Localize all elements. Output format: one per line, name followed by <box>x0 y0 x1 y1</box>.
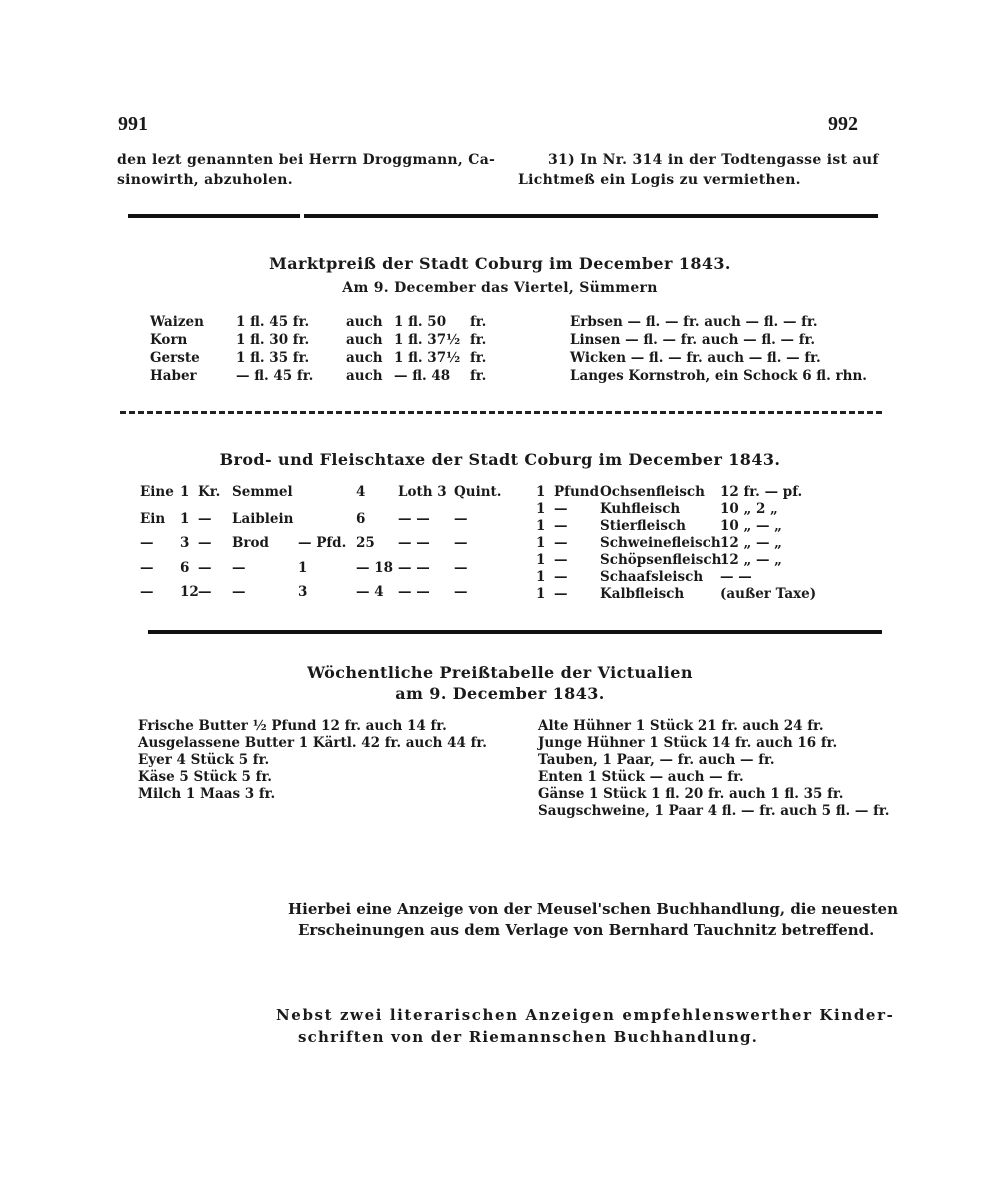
row-text: Eyer 4 Stück 5 fr. <box>138 752 270 768</box>
cell: 1 <box>536 569 546 585</box>
marktpreis-right-row <box>570 314 818 330</box>
fleisch-row <box>536 518 782 534</box>
marktpreis-subtitle: Am 9. December das Viertel, Sümmern <box>342 280 658 296</box>
cell: 6 <box>356 511 366 527</box>
cell: Ein <box>140 511 166 527</box>
cell: Laiblein <box>232 511 294 527</box>
row-text: Langes Kornstroh, ein Schock 6 fl. rhn. <box>570 368 867 384</box>
price-low: 1 fl. 45 fr. <box>236 314 310 330</box>
cell: 1 <box>298 560 308 576</box>
row-text: Tauben, 1 Paar, — fr. auch — fr. <box>538 752 775 768</box>
cell: — <box>454 511 468 527</box>
cell: — <box>554 535 568 551</box>
price-low: 1 fl. 35 fr. <box>236 350 310 366</box>
cell: — 4 <box>356 584 384 600</box>
cell: (außer Taxe) <box>720 586 817 602</box>
row-text: Ausgelassene Butter 1 Kärtl. 42 fr. auch 44 fr. <box>138 735 487 751</box>
notice-meusel-line-1: Hierbei eine Anzeige von der Meusel'schen Buchhandlung, die neuesten <box>288 900 898 918</box>
cell: 6 <box>180 560 190 576</box>
grain-name: Gerste <box>150 350 200 366</box>
row-text: Enten 1 Stück — auch — fr. <box>538 769 744 785</box>
cell: 25 <box>356 535 375 551</box>
marktpreis-row-waizen <box>150 314 486 330</box>
cell: — <box>454 535 468 551</box>
marktpreis-title: Marktpreiß der Stadt Coburg im December 1843. <box>269 254 731 273</box>
cell: Stierfleisch <box>600 518 686 534</box>
auch: auch <box>346 368 383 384</box>
cell: 1 <box>536 501 546 517</box>
notice-riemann-line-1: Nebst zwei literarischen Anzeigen empfehlenswerther Kinder- <box>276 1006 895 1024</box>
cell: — <box>554 518 568 534</box>
row-text: Alte Hühner 1 Stück 21 fr. auch 24 fr. <box>538 718 824 734</box>
cell: 10 „ — „ <box>720 518 782 534</box>
price-high: 1 fl. 37½ <box>394 332 461 348</box>
fleisch-row <box>536 586 816 602</box>
cell: Semmel <box>232 484 293 500</box>
price-low: 1 fl. 30 fr. <box>236 332 310 348</box>
cell: — Pfd. <box>298 535 347 551</box>
cell: Schöpsenfleisch <box>600 552 722 568</box>
marktpreis-row-korn <box>150 332 486 348</box>
dashed-divider <box>120 411 882 414</box>
row-text: Wicken — fl. — fr. auch — fl. — fr. <box>570 350 821 366</box>
victualien-right-row <box>538 735 837 751</box>
cell: Ochsenfleisch <box>600 484 705 500</box>
victualien-left-row <box>138 735 487 751</box>
header-rule-left <box>128 214 300 218</box>
cell: — <box>198 584 212 600</box>
brodtaxe-title: Brod- und Fleischtaxe der Stadt Coburg im December 1843. <box>219 450 781 469</box>
cell <box>298 484 356 500</box>
row-text: Erbsen — fl. — fr. auch — fl. — fr. <box>570 314 818 330</box>
victualien-right-row <box>538 803 890 819</box>
cell: — <box>454 584 468 600</box>
cell: 12 fr. — pf. <box>720 484 803 500</box>
cell: 1 <box>536 518 546 534</box>
grain-name: Korn <box>150 332 188 348</box>
victualien-left-row <box>138 752 269 768</box>
fleisch-row <box>536 569 752 585</box>
cell: 4 <box>356 484 366 500</box>
marktpreis-right-row <box>570 332 815 348</box>
unit: fr. <box>470 368 487 384</box>
victualien-left-row <box>138 769 272 785</box>
brodtaxe-left-row <box>140 484 501 500</box>
cell: 12 „ — „ <box>720 552 782 568</box>
row-text: Linsen — fl. — fr. auch — fl. — fr. <box>570 332 816 348</box>
section-rule <box>148 630 882 634</box>
cell: Kalbfleisch <box>600 586 685 602</box>
cell: — <box>232 584 246 600</box>
fleisch-row <box>536 535 782 551</box>
cell: — — <box>720 569 752 585</box>
cell: — <box>198 535 212 551</box>
cell: — — <box>398 584 430 600</box>
cell: Kuhfleisch <box>600 501 681 517</box>
fleisch-row <box>536 552 782 568</box>
left-column-line-2: sinowirth, abzuholen. <box>117 172 293 188</box>
unit: fr. <box>470 314 487 330</box>
cell: 3 <box>180 535 190 551</box>
cell: Quint. <box>454 484 502 500</box>
left-column-line-1: den lezt genannten bei Herrn Droggmann, Ca- <box>117 152 496 168</box>
auch: auch <box>346 314 383 330</box>
row-text: Saugschweine, 1 Paar 4 fl. — fr. auch 5 fl. — fr. <box>538 803 890 819</box>
cell: — <box>554 501 568 517</box>
row-text: Junge Hühner 1 Stück 14 fr. auch 16 fr. <box>538 735 838 751</box>
wochentlich-date: am 9. December 1843. <box>395 684 605 703</box>
auch: auch <box>346 332 383 348</box>
cell: Kr. <box>198 484 221 500</box>
price-high: 1 fl. 50 <box>394 314 447 330</box>
fleisch-row <box>536 484 802 500</box>
victualien-left-row <box>138 718 447 734</box>
row-text: Frische Butter ½ Pfund 12 fr. auch 14 fr. <box>138 718 447 734</box>
page-number-left: 991 <box>118 113 148 135</box>
grain-name: Waizen <box>150 314 204 330</box>
cell: 1 <box>536 586 546 602</box>
grain-name: Haber <box>150 368 197 384</box>
cell: 1 <box>180 511 190 527</box>
cell: 1 <box>536 535 546 551</box>
cell: — — <box>398 535 430 551</box>
cell: Loth 3 <box>398 484 447 500</box>
victualien-right-row <box>538 786 844 802</box>
cell: Brod <box>232 535 269 551</box>
cell: 1 <box>536 484 546 500</box>
wochentlich-title: Wöchentliche Preißtabelle der Victualien <box>307 663 693 682</box>
brodtaxe-left-row <box>140 560 468 576</box>
cell: — — <box>398 511 430 527</box>
cell: — 18 <box>356 560 393 576</box>
brodtaxe-left-row <box>140 584 468 600</box>
marktpreis-row-haber <box>150 368 486 384</box>
cell: 1 <box>180 484 190 500</box>
cell: — <box>198 511 212 527</box>
brodtaxe-left-row <box>140 511 468 527</box>
row-text: Käse 5 Stück 5 fr. <box>138 769 273 785</box>
row-text: Milch 1 Maas 3 fr. <box>138 786 276 802</box>
cell: 3 <box>298 584 308 600</box>
cell: 12 „ — „ <box>720 535 782 551</box>
cell: 12 <box>180 584 199 600</box>
victualien-right-row <box>538 752 775 768</box>
unit: fr. <box>470 350 487 366</box>
page-number-right: 992 <box>828 113 858 135</box>
marktpreis-right-row <box>570 368 867 384</box>
cell: 1 <box>536 552 546 568</box>
price-high: 1 fl. 37½ <box>394 350 461 366</box>
header-rule-right <box>304 214 878 218</box>
cell: — — <box>398 560 430 576</box>
cell: — <box>554 586 568 602</box>
right-column-line-2: Lichtmeß ein Logis zu vermiethen. <box>518 172 801 188</box>
marktpreis-right-row <box>570 350 821 366</box>
row-text: Gänse 1 Stück 1 fl. 20 fr. auch 1 fl. 35 fr. <box>538 786 844 802</box>
cell: Eine <box>140 484 174 500</box>
unit: fr. <box>470 332 487 348</box>
auch: auch <box>346 350 383 366</box>
cell: — <box>554 569 568 585</box>
cell: — <box>454 560 468 576</box>
victualien-right-row <box>538 769 744 785</box>
notice-meusel-line-2: Erscheinungen aus dem Verlage von Bernhard Tauchnitz betreffend. <box>298 921 875 939</box>
cell: — <box>140 584 154 600</box>
cell: 10 „ 2 „ <box>720 501 778 517</box>
cell: — <box>140 535 154 551</box>
cell: — <box>554 552 568 568</box>
victualien-right-row <box>538 718 824 734</box>
notice-riemann-line-2: schriften von der Riemannschen Buchhandlung. <box>298 1028 759 1046</box>
price-low: — fl. 45 fr. <box>236 368 314 384</box>
fleisch-row <box>536 501 778 517</box>
right-column-line-1: 31) In Nr. 314 in der Todtengasse ist auf <box>548 152 879 168</box>
marktpreis-row-gerste <box>150 350 486 366</box>
cell: Schweinefleisch <box>600 535 721 551</box>
cell <box>298 511 356 527</box>
brodtaxe-left-row <box>140 535 468 551</box>
cell: Schaafsleisch <box>600 569 704 585</box>
cell: — <box>140 560 154 576</box>
cell: — <box>198 560 212 576</box>
victualien-left-row <box>138 786 275 802</box>
price-high: — fl. 48 <box>394 368 451 384</box>
cell: — <box>232 560 246 576</box>
cell: Pfund <box>554 484 600 500</box>
